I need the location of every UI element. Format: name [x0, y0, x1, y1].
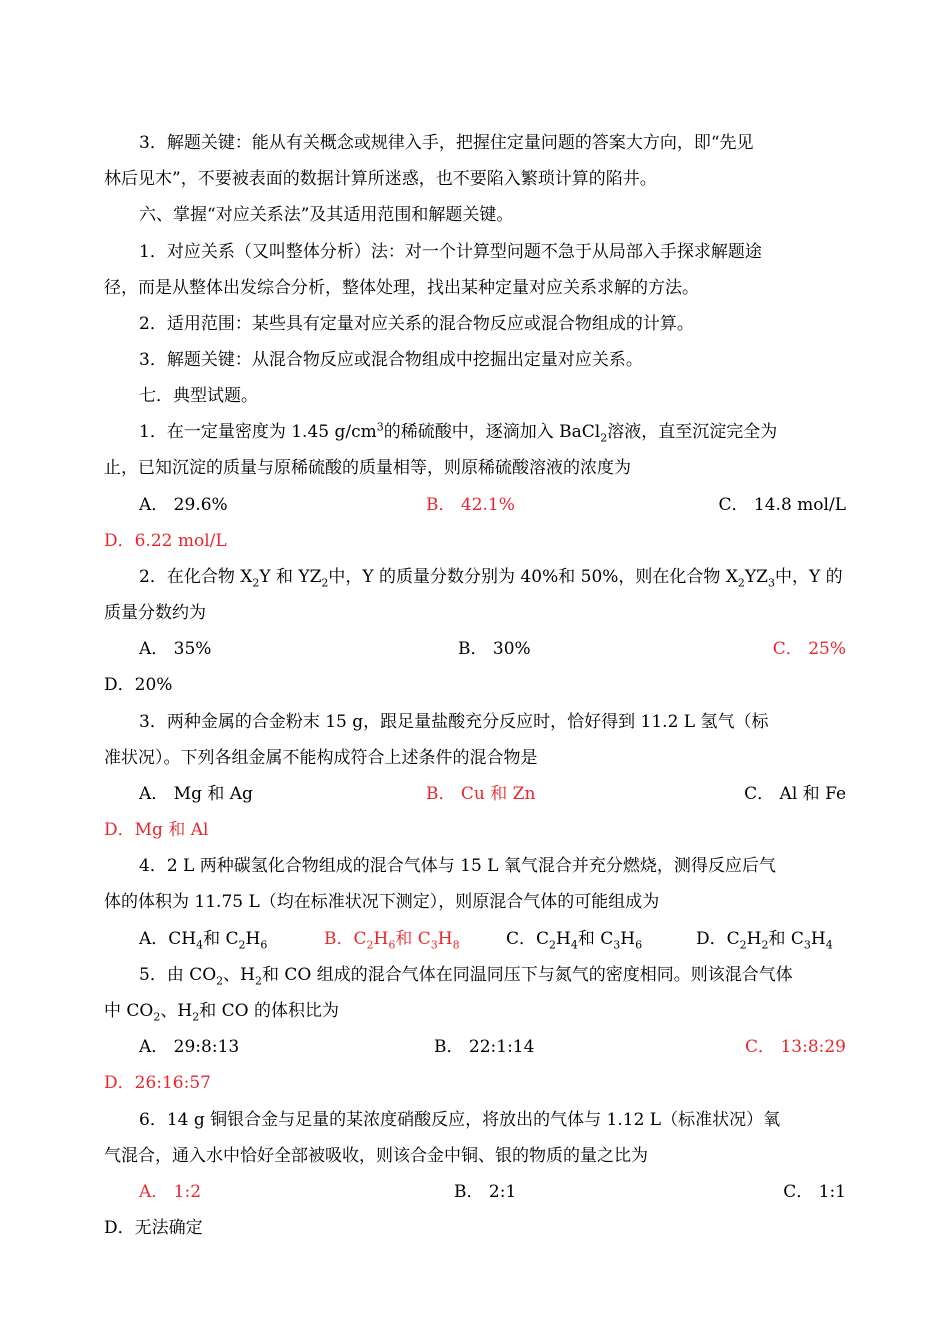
q5-option-c: C． 13:8:29	[745, 1037, 846, 1057]
paragraph-6-3: 3．解题关键：从混合物反应或混合物组成中挖掘出定量对应关系。	[139, 350, 643, 370]
q4-option-c: C．$C_2H_4$和 $C_3H_6$	[506, 929, 643, 952]
q2-option-c: C． 25%	[772, 639, 846, 659]
q1-option-d: D．6.22 mol/L	[104, 531, 227, 551]
q2-option-a: A． 35%	[139, 639, 212, 659]
q6-option-c: C． 1:1	[783, 1182, 846, 1202]
q1-option-a: A． 29.6%	[139, 495, 228, 515]
q5-option-a: A． 29:8:13	[139, 1037, 240, 1057]
q1-option-c: C． 14.8 mol/L	[718, 495, 846, 515]
question-4-options	[104, 927, 846, 951]
paragraph-6-2: 2．适用范围：某些具有定量对应关系的混合物反应或混合物组成的计算。	[139, 314, 694, 334]
q3-option-d: D．Mg 和 Al	[104, 820, 209, 840]
paragraph-5-3-line1: 3．解题关键：能从有关概念或规律入手，把握住定量问题的答案大方向，即“先见	[139, 133, 754, 153]
q4-option-b: B．$C_2H_6$和 $C_3H_8$	[324, 929, 460, 952]
question-6-line1: 6．14 g 铜银合金与足量的某浓度硝酸反应，将放出的气体与 1.12 L（标准状况）氧	[139, 1110, 781, 1130]
q5-option-b: B． 22:1:14	[434, 1037, 535, 1057]
q6-option-a: A． 1:2	[139, 1182, 202, 1202]
question-5-options	[104, 1035, 846, 1059]
paragraph-6-1-line2: 径，而是从整体出发综合分析，整体处理，找出某种定量对应关系求解的方法。	[104, 278, 699, 298]
question-3-options	[104, 782, 846, 806]
question-3-line2: 准状况）。下列各组金属不能构成符合上述条件的混合物是	[104, 748, 538, 768]
question-6-options	[104, 1180, 846, 1204]
q3-option-a: A． Mg 和 Ag	[139, 784, 253, 804]
q3-option-c: C． Al 和 Fe	[744, 784, 846, 804]
q3-option-b: B． Cu 和 Zn	[426, 784, 536, 804]
q6-option-b: B． 2:1	[454, 1182, 517, 1202]
section-6-heading: 六、掌握“对应关系法”及其适用范围和解题关键。	[139, 205, 514, 225]
question-2-line2: 质量分数约为	[104, 603, 206, 623]
question-5-line2: 中 $CO_2$、$H_2$和 CO 的体积比为	[104, 1001, 339, 1024]
question-3-line1: 3．两种金属的合金粉末 15 g，跟足量盐酸充分反应时，恰好得到 11.2 L 氢气（标	[139, 712, 769, 732]
q4-option-a: A．$CH_4$和 $C_2H_6$	[139, 929, 268, 952]
question-5-line1: 5．由 $CO_2$、$H_2$和 CO 组成的混合气体在同温同压下与氮气的密度相同。则该混合气体	[139, 965, 793, 988]
question-6-line2: 气混合，通入水中恰好全部被吸收，则该合金中铜、银的物质的量之比为	[104, 1146, 648, 1166]
q5-option-d: D．26:16:57	[104, 1073, 211, 1093]
q1-option-b: B． 42.1%	[426, 495, 515, 515]
question-1-options	[104, 493, 846, 517]
q2-option-b: B． 30%	[458, 639, 531, 659]
question-1-line1: 1．在一定量密度为 1.45 $g/cm^3$的稀硫酸中，逐滴加入 BaCl$_2$溶液，直至沉淀完全为	[139, 420, 778, 445]
question-2-options	[104, 637, 846, 661]
question-1-line2: 止，已知沉淀的质量与原稀硫酸的质量相等，则原稀硫酸溶液的浓度为	[104, 458, 631, 478]
q2-option-d: D．20%	[104, 675, 173, 695]
question-4-line1: 4．2 L 两种碳氢化合物组成的混合气体与 15 L 氧气混合并充分燃烧，测得反应后气	[139, 856, 776, 876]
question-2-line1: 2．在化合物 $X_2Y$ 和 $YZ_2$中，Y 的质量分数分别为 40%和 50%，则在化合物 $X_2YZ_3$中，Y 的	[139, 567, 843, 590]
paragraph-5-3-line2: 林后见木”，不要被表面的数据计算所迷惑，也不要陷入繁琐计算的陷井。	[104, 169, 657, 189]
q6-option-d: D．无法确定	[104, 1218, 203, 1238]
section-7-heading: 七．典型试题。	[139, 386, 258, 406]
paragraph-6-1-line1: 1．对应关系（又叫整体分析）法：对一个计算型问题不急于从局部入手探求解题途	[139, 242, 762, 262]
q4-option-d: D．$C_2H_2$和 $C_3H_4$	[696, 929, 833, 952]
question-4-line2: 体的体积为 11.75 L（均在标准状况下测定），则原混合气体的可能组成为	[104, 892, 660, 912]
